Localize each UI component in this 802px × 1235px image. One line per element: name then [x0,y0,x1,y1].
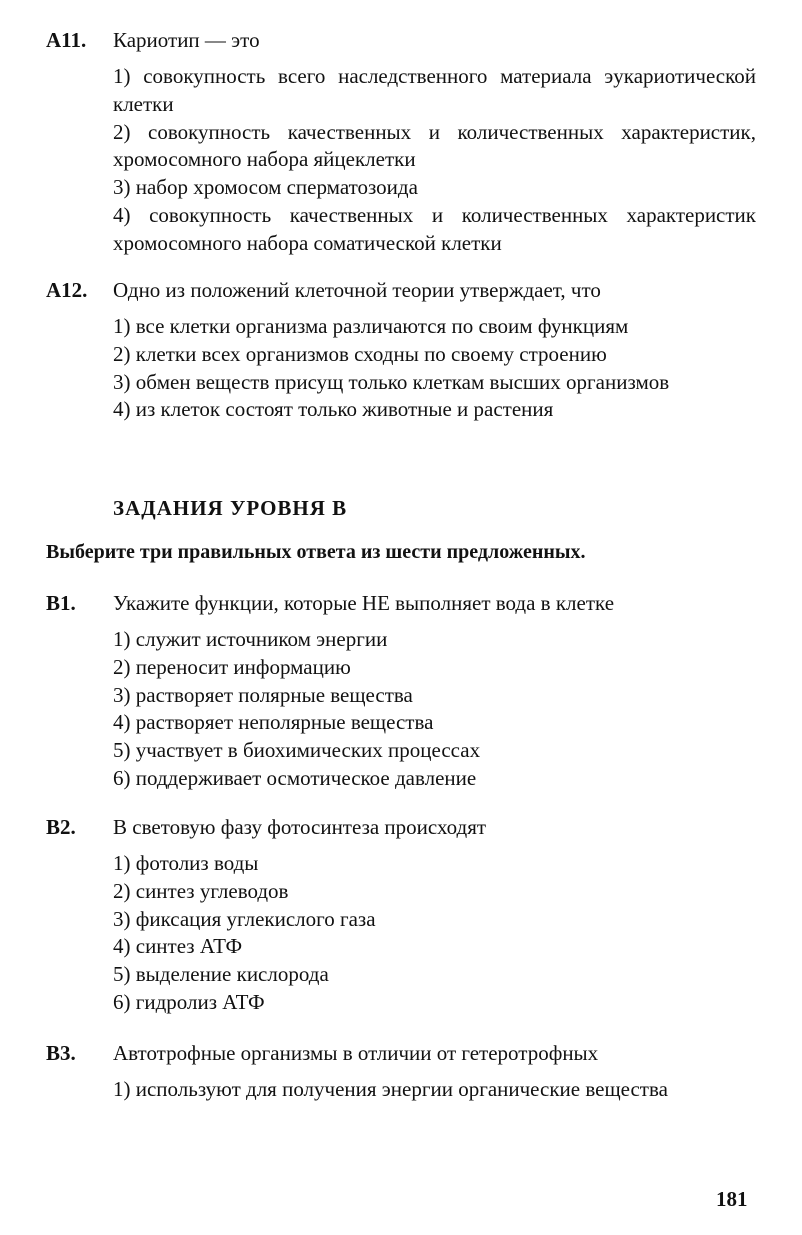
question-number: А11. [46,28,87,52]
answer-option: 4) из клеток состоят только животные и растения [113,397,554,422]
answer-option: 1) все клетки организма различаются по своим функциям [113,314,629,338]
answer-option: 6) гидролиз АТФ [113,989,265,1014]
question-stem: Кариотип — это [113,28,260,52]
answer-option: 3) растворяет полярные вещества [113,682,413,707]
answer-option: 2) синтез углеводов [113,878,289,903]
question-number: В3. [46,1041,76,1065]
section-heading: ЗАДАНИЯ УРОВНЯ В [113,496,348,520]
question-number: В1. [46,591,76,615]
question-b3 [46,1039,756,1104]
answer-option: 3) обмен веществ присущ только клеткам высших организмов [113,369,670,394]
question-b2 [46,813,756,1017]
answer-option: 1) служит источником энергии [113,627,388,651]
answer-option: 6) поддерживает осмотическое давление [113,765,477,790]
answer-option: 2) переносит информацию [113,654,351,679]
answer-options [113,850,756,1017]
answer-option: 1) совокупность всего наследственного материала эукариотической клетки [113,64,756,116]
answer-option: 2) клетки всех организмов сходны по своему строению [113,341,607,366]
answer-option: 4) совокупность качественных и количественных характеристик хромосомного набора соматической клетки [113,202,756,255]
answer-option: 5) выделение кислорода [113,962,329,987]
section-instruction: Выберите три правильных ответа из шести предложенных. [46,541,586,563]
question-a12 [46,276,756,424]
question-number: А12. [46,278,88,302]
answer-option: 2) совокупность качественных и количественных характеристик, хромосомного набора яйцеклетки [113,119,756,172]
answer-options [113,1076,756,1104]
answer-options [113,313,756,424]
answer-option: 3) набор хромосом сперматозоида [113,175,418,200]
answer-option: 1) используют для получения энергии органические вещества [113,1077,668,1101]
question-stem: В световую фазу фотосинтеза происходят [113,815,487,839]
question-number: В2. [46,815,76,839]
answer-option: 5) участвует в биохимических процессах [113,738,481,763]
answer-option: 3) фиксация углекислого газа [113,906,376,931]
page-number: 181 [716,1187,748,1211]
answer-options [113,626,756,793]
question-stem: Одно из положений клеточной теории утверждает, что [113,278,601,302]
answer-option: 4) растворяет неполярные вещества [113,710,434,735]
answer-option: 1) фотолиз воды [113,851,259,875]
question-a11 [46,26,756,258]
question-stem: Укажите функции, которые НЕ выполняет вода в клетке [113,591,615,615]
answer-options [113,63,756,258]
answer-option: 4) синтез АТФ [113,934,243,959]
question-stem: Автотрофные организмы в отличии от гетеротрофных [113,1041,599,1065]
question-b1 [46,589,756,793]
